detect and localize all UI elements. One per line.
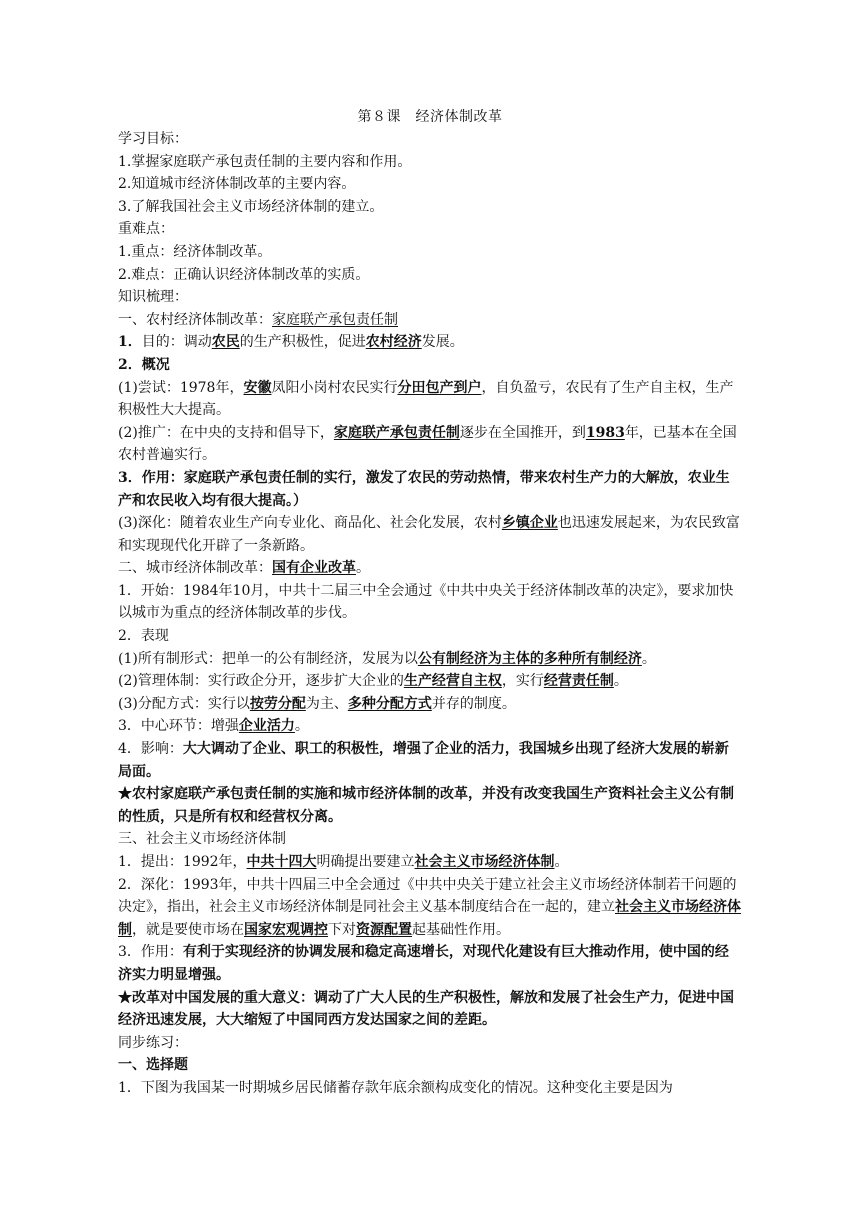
section-1-item-2: 2．概况: [118, 356, 170, 373]
star-note-1: ★农村家庭联产承包责任制的实施和城市经济体制的改革，并没有改变我国生产资料社会主义公有制的性质，只是所有权和经营权分离。: [118, 786, 734, 825]
section-3-item-1: 1．提出：1992年，中共十四大明确提出要建立社会主义市场经济体制。: [118, 854, 569, 870]
section-1-heading: 一、农村经济体制改革：家庭联产承包责任制: [118, 311, 398, 328]
section-2-item-4: 4．影响：大大调动了企业、职工的积极性，增强了企业的活力，我国城乡出现了经济大发展的崭新局面。: [118, 741, 729, 780]
section-1-item-2-2: (2)推广：在中央的支持和倡导下，家庭联产承包责任制逐步在全国推开，到1983年，已基本在全国农村普遍实行。: [118, 424, 737, 464]
goal-3: 3.了解我国社会主义市场经济体制的建立。: [118, 198, 384, 215]
goal-1: 1.掌握家庭联产承包责任制的主要内容和作用。: [118, 153, 412, 170]
goals-heading: 学习目标：: [118, 131, 188, 147]
section-2-item-2-2: (2)管理体制：实行政企分开，逐步扩大企业的生产经营自主权，实行经营责任制。: [118, 673, 628, 690]
section-2-item-1: 1．开始：1984年10月，中共十二届三中全会通过《中共中央关于经济体制改革的决定》，要求加快以城市为重点的经济体制改革的步伐。: [118, 582, 734, 622]
section-3-item-3: 3．作用：有利于实现经济的协调发展和稳定高速增长，对现代化建设有巨大推动作用，使中国的经济实力明显增强。: [118, 944, 729, 983]
section-2-heading: 二、城市经济体制改革：国有企业改革。: [118, 560, 370, 577]
practice-heading: 同步练习：: [118, 1034, 188, 1051]
section-2-item-3: 3．中心环节：增强企业活力。: [118, 718, 309, 735]
section-3-item-2: 2．深化：1993年，中共十四届三中全会通过《中共中央关于建立社会主义市场经济体制若干问题的决定》，指出，社会主义市场经济体制是同社会主义基本制度结合在一起的，建立社会主义市场经济体制，就是要使市场在国家宏观调控下对资源配置起基础性作用。: [118, 876, 741, 938]
star-note-2: ★改革对中国发展的重大意义：调动了广大人民的生产积极性，解放和发展了社会生产力，促进中国经济迅速发展，大大缩短了中国同西方发达国家之间的差距。: [118, 989, 734, 1029]
section-1-item-3-3: (3)深化：随着农业生产向专业化、商品化、社会化发展，农村乡镇企业也迅速发展起来，为农民致富和实现现代化开辟了一条新路。: [118, 515, 740, 554]
section-1-item-3: 3．作用：家庭联产承包责任制的实行，激发了农民的劳动热情，带来农村生产力的大解放，农业生产和农民收入均有很大提高。）: [118, 469, 730, 509]
knowledge-heading: 知识梳理：: [118, 289, 188, 306]
multiple-choice-heading: 一、选择题: [118, 1057, 188, 1074]
key-points-heading: 重难点：: [118, 221, 174, 238]
key-point-2: 2.难点：正确认识经济体制改革的实质。: [118, 266, 370, 283]
section-2-item-2-1: (1)所有制形式：把单一的公有制经济，发展为以公有制经济为主体的多种所有制经济。: [118, 650, 656, 667]
question-1: 1．下图为我国某一时期城乡居民储蓄存款年底余额构成变化的情况。这种变化主要是因为: [118, 1079, 673, 1096]
document-body: [118, 128, 742, 1100]
section-2-item-2: 2．表现: [118, 628, 169, 645]
lesson-title: 第８课 经济体制改革: [357, 109, 503, 125]
section-1-item-2-1: (1)尝试：1978年，安徽凤阳小岗村农民实行分田包产到户，自负盈亏，农民有了生产自主权，生产积极性大大提高。: [118, 379, 734, 419]
section-3-heading: 三、社会主义市场经济体制: [118, 831, 286, 848]
goal-2: 2.知道城市经济体制改革的主要内容。: [118, 176, 356, 193]
section-2-item-2-3: (3)分配方式：实行以按劳分配为主、多种分配方式并存的制度。: [118, 695, 516, 712]
section-1-item-1: 1．目的：调动农民的生产积极性，促进农村经济发展。: [118, 334, 464, 351]
key-point-1: 1.重点：经济体制改革。: [118, 243, 272, 260]
